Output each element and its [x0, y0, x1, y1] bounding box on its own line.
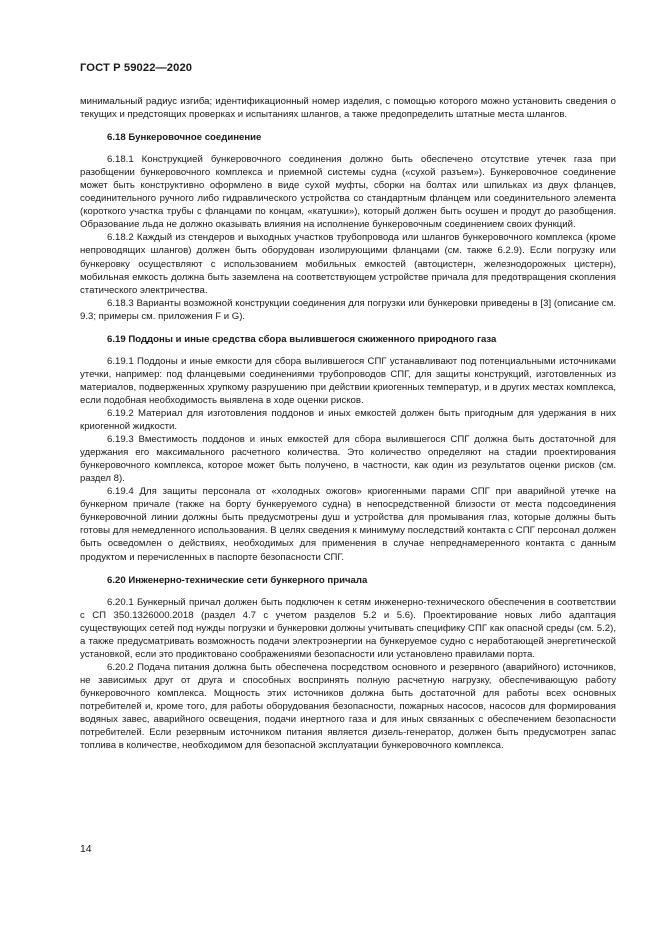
clause-6-19-2: 6.19.2 Материал для изготовления поддонов и иных емкостей должен быть пригодным для удержания в них криогенной жидкости.: [80, 407, 616, 433]
clause-6-20-1: 6.20.1 Бункерный причал должен быть подключен к сетям инженерно-технического обеспечения в соответствии с СП 350.1326000.2018 (раздел 4.7 с учетом разделов 5.2 и 5.6). Проектирование новых либо адаптация существующих сетей под нужды погрузки и бункеровки должны учитывать специфику СПГ как опасной среды (см. 5.2), а также предусматривать возможность подачи электроэнергии на бункеруемое судно с неработающей энергетической установкой, если это продиктовано соображениями безопасности или установлено правилами порта.: [80, 596, 616, 660]
intro-paragraph: минимальный радиус изгиба; идентификационный номер изделия, с помощью которого можно установить сведения о текущих и предстоящих проверках и испытаниях шлангов, а также предопределить штатные места шлангов.: [80, 96, 616, 121]
clause-6-20-2: 6.20.2 Подача питания должна быть обеспечена посредством основного и резервного (аварийного) источников, не зависимых друг от друга и способных воспринять полную расчетную нагрузку, обеспечивающую работу бункеровочного комплекса. Мощность этих источников должна быть достаточной для работы всех основных потребителей и, кроме того, для работы оборудования безопасности, пожарных насосов, насосов для формирования водяных завес, аварийного освещения, подачи инертного газа и для иных связанных с обеспечением безопасности потребителей. Если резервным источником питания является дизель-генератор, должен быть предусмотрен запас топлива в количестве, необходимом для безопасной эксплуатации бункеровочного комплекса.: [80, 661, 616, 752]
document-body: [80, 95, 616, 752]
section-6-20-heading: 6.20 Инженерно-технические сети бункерного причала: [107, 574, 368, 586]
clause-6-18-2: 6.18.2 Каждый из стендеров и выходных участков трубопровода или шлангов бункеровочного комплекса (кроме непроводящих шлангов) должен быть оборудован изолирующими фланцами (см. также 6.2.9). Если погрузку или бункеровку осуществляют с использованием мобильных емкостей (автоцистерн, железнодорожных цистерн), мобильная емкость должна быть заземлена на соответствующем устройстве причала для предотвращения скопления статического электричества.: [80, 232, 616, 296]
clause-6-19-3: 6.19.3 Вместимость поддонов и иных емкостей для сбора вылившегося СПГ должна быть достаточной для удержания его максимального расчетного количества. Это количество определяют на стадии проектирования бункеровочного комплекса, которое может быть получено, в частности, как один из результатов оценки рисков (см. раздел 8).: [80, 434, 616, 485]
section-6-19-heading: 6.19 Поддоны и иные средства сбора вылившегося сжиженного природного газа: [107, 333, 497, 345]
clause-6-18-3: 6.18.3 Варианты возможной конструкции соединения для погрузки или бункеровки приведены в [3] (описание см. 9.3; примеры см. приложения F и G).: [80, 297, 616, 322]
section-6-18-heading: 6.18 Бункеровочное соединение: [107, 132, 262, 144]
clause-6-19-1: 6.19.1 Поддоны и иные емкости для сбора вылившегося СПГ устанавливают под потенциальными источниками утечки, например: под фланцевыми соединениями трубопроводов СПГ, для защиты конструкций, изготовленных из материалов, подверженных хрупкому разрушению при действии криогенных температур, и в других местах комплекса, если подобная необходимость выявлена в ходе оценки рисков.: [80, 355, 616, 406]
page-number: 14: [80, 844, 92, 855]
clause-6-19-4: 6.19.4 Для защиты персонала от «холодных ожогов» криогенными парами СПГ при аварийной утечке на бункерном причале (также на борту бункеруемого судна) в непосредственной близости от места подсоединения бункеровочной линии должны быть предусмотрены душ и устройства для промывания глаз, которые должны быть готовы для немедленного использования. В целях сведения к минимуму последствий контакта с СПГ персонал должен быть осведомлен о действиях, необходимых для применения в случае непреднамеренного контакта с данным продуктом и перечисленных в паспорте безопасности СПГ.: [80, 486, 616, 563]
clause-6-18-1: 6.18.1 Конструкцией бункеровочного соединения должно быть обеспечено отсутствие утечек газа при разобщении бункеровочного комплекса и приемной системы судна («сухой разъем»). Бункеровочное соединение может быть конструктивно оформлено в виде сухой муфты, сборки на болтах или шпильках из двух фланцев, соединительного ручного либо гидравлического устройства со стандартным фланцем или соединительного элемента (короткого участка трубы с фланцами по концам, «катушки»), который должен быть осушен и продут до разобщения. Образование льда не должно оказывать влияния на исполнение бункеровочным соединением своих функций.: [80, 154, 616, 231]
standard-header: ГОСТ Р 59022—2020: [80, 62, 193, 74]
